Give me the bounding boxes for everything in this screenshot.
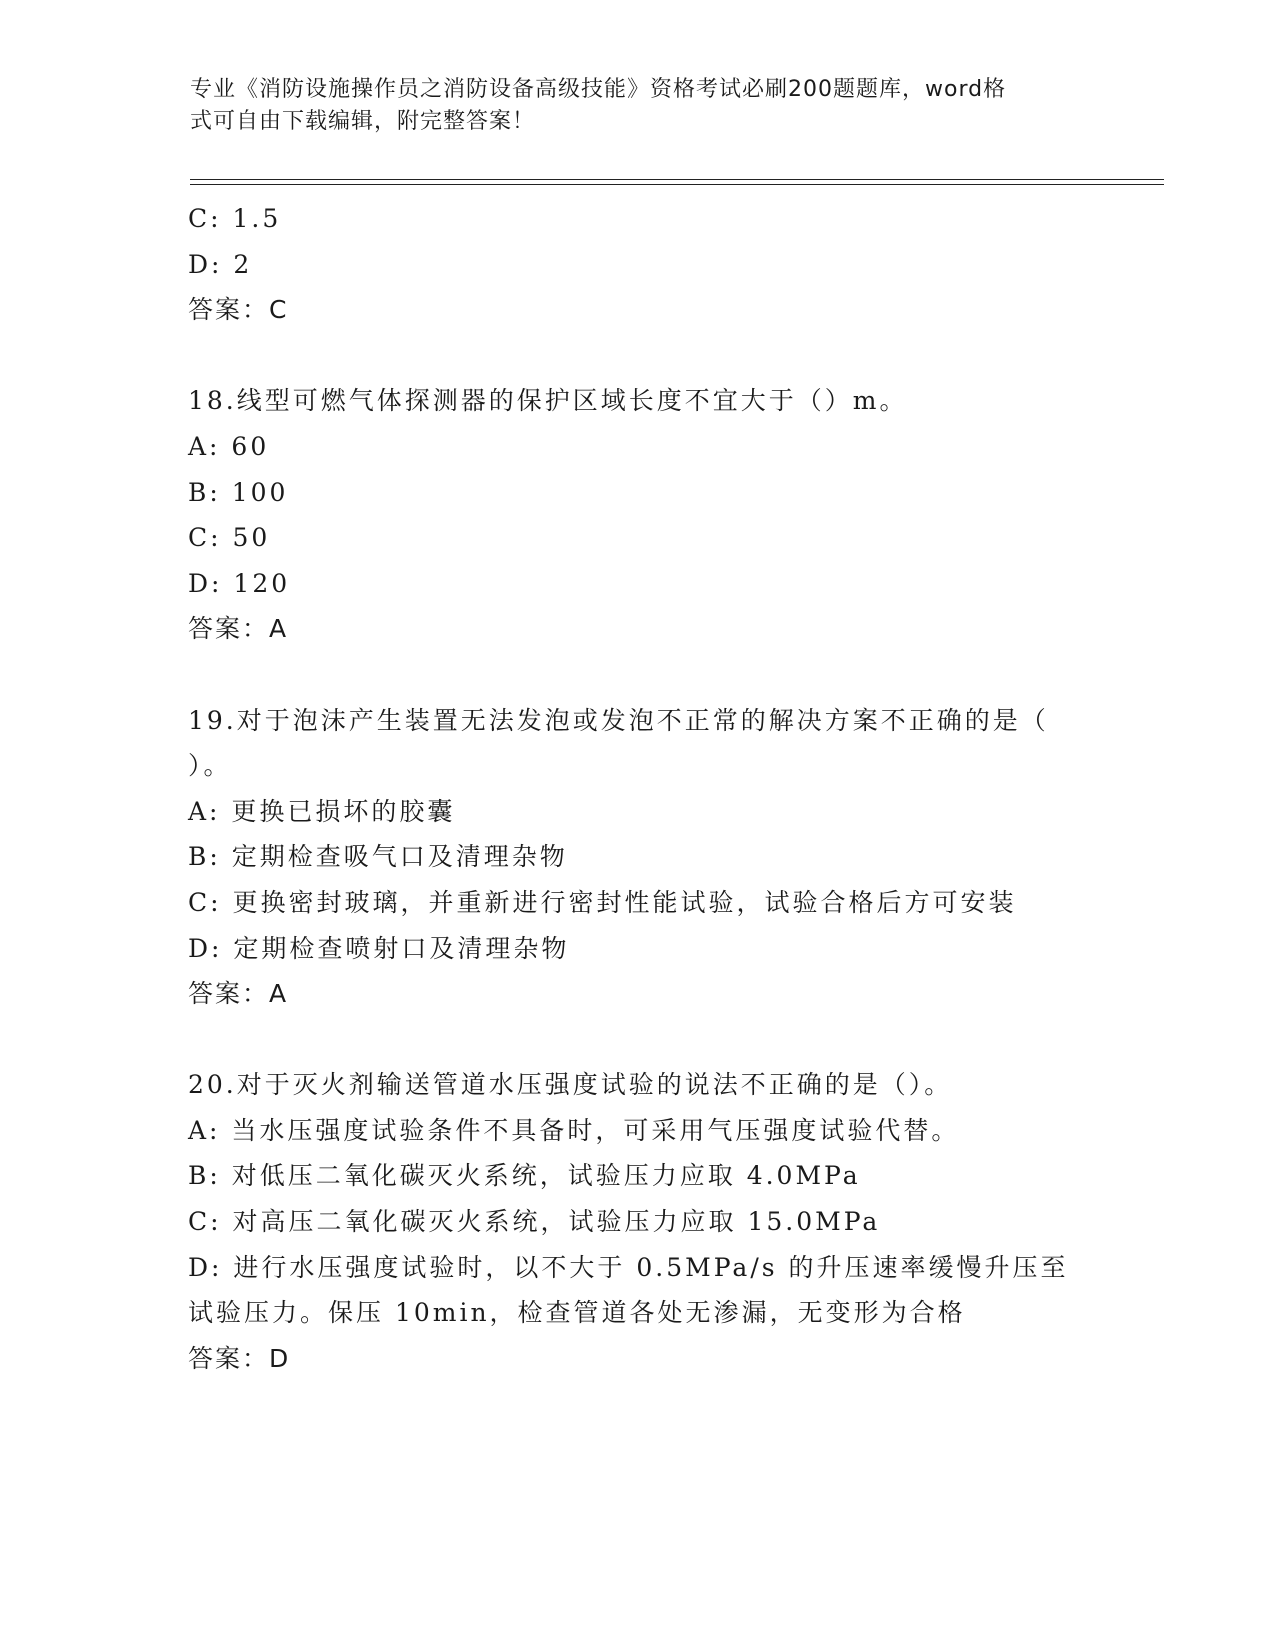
answer-text: 答案：D xyxy=(188,1343,291,1373)
question-list xyxy=(188,196,1088,1381)
option-d: D: 120 xyxy=(188,568,291,598)
option-a: A: 60 xyxy=(188,431,270,461)
option-a: A: 当水压强度试验条件不具备时，可采用气压强度试验代替。 xyxy=(188,1115,960,1145)
option-d-line-2: 试验压力。保压 10min，检查管道各处无渗漏，无变形为合格 xyxy=(188,1298,966,1328)
answer-text: 答案：A xyxy=(188,614,289,644)
option-b: B: 定期检查吸气口及清理杂物 xyxy=(188,842,568,872)
option-c: C: 50 xyxy=(188,523,271,553)
option-d-line-1: D: 进行水压强度试验时，以不大于 0.5MPa/s 的升压速率缓慢升压至 xyxy=(188,1252,1069,1282)
option-b: B: 对低压二氧化碳灭火系统，试验压力应取 4.0MPa xyxy=(188,1161,861,1191)
option-a: A: 更换已损坏的胶囊 xyxy=(188,796,456,826)
question-19 xyxy=(188,698,1088,1017)
option-d: D: 2 xyxy=(188,249,253,279)
option-b: B: 100 xyxy=(188,477,289,507)
question-20 xyxy=(188,1062,1088,1381)
question-text: 18.线型可燃气体探测器的保护区域长度不宜大于（）m。 xyxy=(188,386,908,416)
spacer xyxy=(188,333,1088,379)
answer-text: 答案：A xyxy=(188,979,289,1009)
question-text: 20.对于灭火剂输送管道水压强度试验的说法不正确的是（）。 xyxy=(188,1070,953,1100)
header-divider-bottom xyxy=(190,184,1164,185)
question-17-tail xyxy=(188,196,1088,333)
document-header xyxy=(190,74,1090,138)
header-line-2: 式可自由下载编辑，附完整答案！ xyxy=(190,109,536,134)
spacer xyxy=(188,1017,1088,1063)
option-c: C: 更换密封玻璃，并重新进行密封性能试验，试验合格后方可安装 xyxy=(188,887,1017,917)
header-line-1: 专业《消防设施操作员之消防设备高级技能》资格考试必刷200题题库，word格 xyxy=(190,77,1007,102)
spacer xyxy=(188,652,1088,698)
header-divider-top xyxy=(190,179,1164,180)
option-c: C: 对高压二氧化碳灭火系统，试验压力应取 15.0MPa xyxy=(188,1207,881,1237)
question-18 xyxy=(188,378,1088,652)
question-text-line-2: ）。 xyxy=(188,751,232,781)
option-d: D: 定期检查喷射口及清理杂物 xyxy=(188,933,570,963)
question-text-line-1: 19.对于泡沫产生装置无法发泡或发泡不正常的解决方案不正确的是（ xyxy=(188,705,1049,735)
answer-text: 答案：C xyxy=(188,295,289,325)
option-c: C: 1.5 xyxy=(188,204,282,233)
